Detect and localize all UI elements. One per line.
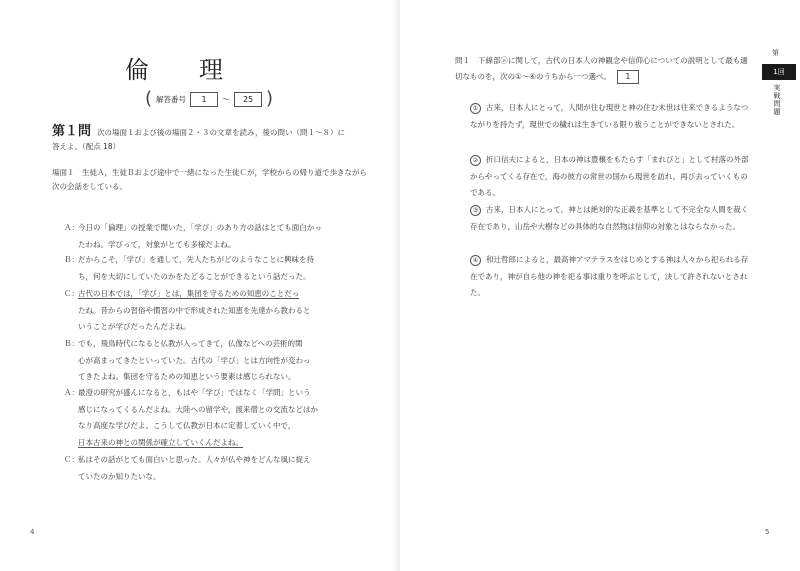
side-tab-black: 1回 (762, 64, 796, 80)
dialog-line (64, 385, 364, 451)
dialog-text: ていたのか知りたいな。 (78, 471, 161, 481)
option-number: ④ (470, 255, 481, 266)
dialog-text: てきたよね。集団を守るための知恵という要素は感じられない。 (78, 372, 296, 381)
dialog-line (64, 286, 364, 336)
speaker: Ｃ： (64, 455, 79, 464)
option-text: 和辻哲郎によると，最高神アマテラスをはじめとする神は人々から祀られる存在であり，神が自ら他の神を祀る事は重りを呼ぶとして，決して許されないとされた。 (470, 255, 749, 297)
option-number: ② (470, 155, 481, 166)
speaker: Ｂ： (64, 255, 79, 264)
option-text: 折口信夫によると，日本の神は豊穣をもたらす「まれびと」として村落の外部からやってくる存在で，海の彼方の常世の国から現世を訪れ，再び去っていくものである。 (470, 155, 749, 197)
speaker: Ｂ： (64, 339, 79, 348)
question-1 (455, 53, 755, 85)
answer-box: 1 (617, 70, 639, 84)
speaker: Ａ： (64, 223, 79, 232)
question-1-number: 問１ (455, 56, 470, 65)
dialog-line (64, 252, 364, 285)
question-heading (52, 125, 352, 154)
side-tab-top: 第 (772, 49, 779, 57)
speaker: Ｃ： (64, 289, 79, 298)
side-tab-vertical: 実戦問題 (773, 84, 781, 116)
dialog-text: でも，飛鳥時代になると仏教が入ってきて，仏像などへの芸術的関 (78, 339, 303, 348)
answer-range: ( 解答番号 1 ～ 25 ) (145, 88, 274, 109)
dialog-text: 感じになってくるんだよね。大陸への留学や，渡来僧との交流などはか (78, 404, 318, 414)
dialog-text: たね。昔からの習俗や慣習の中で形成された知恵を先達から教わると (78, 305, 311, 315)
question-1-text: 下線部ⓐに関して，古代の日本人の神観念や信仰心についての説明として最も適切なものを，次の①〜④のうちから一つ選べ。 (455, 56, 748, 81)
page-number-right: 5 (765, 528, 770, 536)
dialog-text: たわね。学びって，対象がとても多様だよね。 (78, 239, 236, 249)
dialog-text: いうことが学びだったんだよね。 (78, 322, 191, 331)
option-text: 古来，日本人にとって，人間が住む現世と神の住む未世は往来できるようなつながりを持たず，現世での穢れは生きている限り祓うことができないとされた。 (470, 103, 749, 129)
dialog-text: 最澄の研究が盛んになると，もはや「学び」ではなく「学問」という (78, 388, 311, 397)
question-instruction: 次の場面１および後の場面２・３の文章を読み，後の問い（問１〜８）に答えよ。（配点 18） (52, 128, 345, 151)
dialog-line (64, 220, 364, 253)
option-number: ① (470, 103, 481, 114)
dialog-text: なり高度な学びだよ。こうして仏教が日本に定着していく中で， (78, 421, 296, 430)
dialog-text-underlined: 古代の日本では，「学び」とは，集団を守るための知恵のことだっ (78, 289, 300, 298)
scene-lead: 場面１ 生徒Ａ，生徒Ｂおよび途中で一緒になった生徒Ｃが，学校からの帰り道で歩きながら次の会話をしている。 (52, 168, 367, 191)
dialog-line (64, 336, 364, 386)
dialog-text-underlined: 日本古来の神との関係が確立していくんだよね。 (78, 437, 243, 447)
dialog-text: 今日の「倫理」の授業で聞いた，「学び」のあり方の話はとても面白かっ (78, 223, 322, 232)
option-number: ③ (470, 205, 481, 216)
dialog-text: 私はその話がとても面白いと思った。人々が仏や神をどんな風に捉え (78, 455, 311, 464)
dialog-text: 心が高まってきたといっていた。古代の「学び」とは方向性が変わっ (78, 355, 311, 365)
dialog-line (64, 452, 364, 485)
option-4 (470, 252, 755, 302)
dialog-text: ち，何を大切にしていたのかをたどることができるという話だった。 (78, 271, 311, 281)
option-2 (470, 152, 755, 202)
page-number-left: 4 (30, 528, 35, 536)
answer-range-to: 25 (234, 92, 262, 107)
page-title: 倫理 (125, 56, 273, 84)
option-text: 古来，日本人にとって，神とは絶対的な正義を基準として不完全な人間を裁く存在であり，山岳や大樹などの具体的な自然物は信仰の対象とはならなかった。 (470, 205, 749, 231)
question-number: 第１問 (52, 124, 92, 139)
answer-range-from: 1 (190, 92, 218, 107)
answer-range-label: 解答番号 (156, 94, 187, 104)
option-3 (470, 202, 755, 235)
option-1 (470, 100, 755, 133)
speaker: Ａ： (64, 388, 79, 397)
dialog-text: だからこそ，「学び」を通して，先人たちがどのようなことに興味を持 (78, 255, 314, 264)
chapter-side-tab (760, 48, 800, 158)
answer-range-sep: ～ (222, 94, 231, 104)
